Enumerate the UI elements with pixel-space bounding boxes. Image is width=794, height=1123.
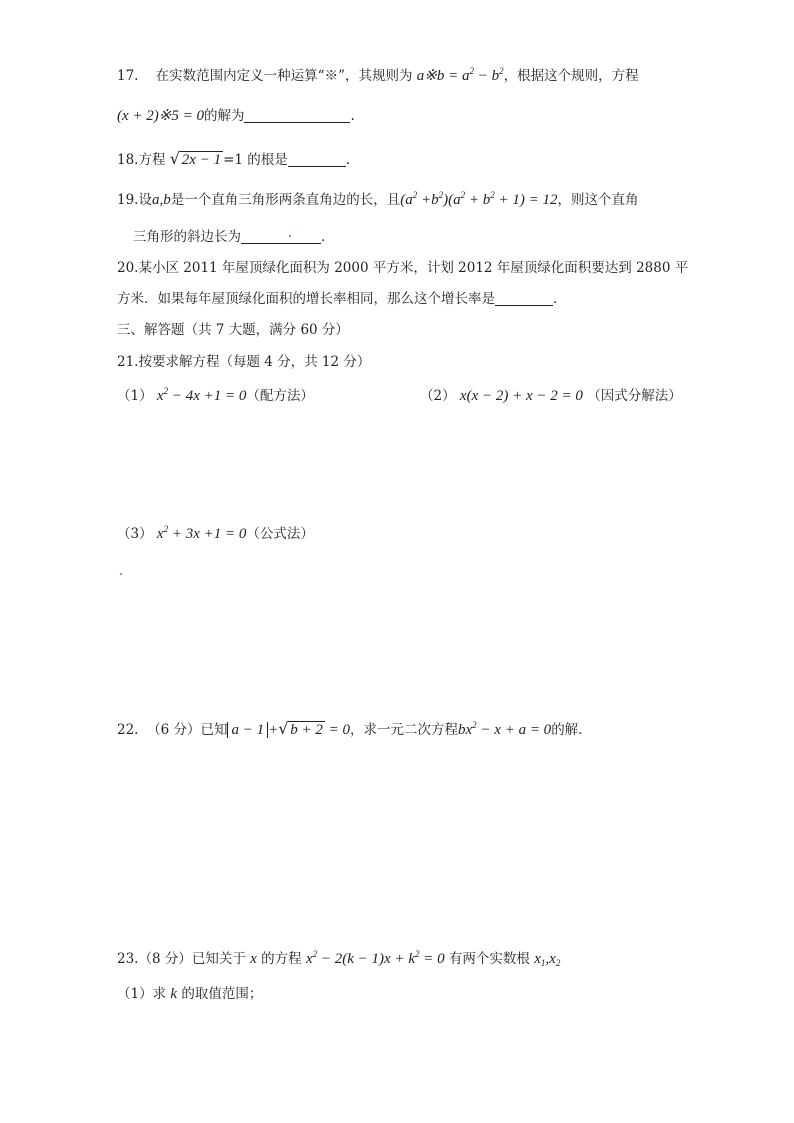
q19-answer-blank[interactable] [241, 229, 321, 244]
q19-line2 [133, 225, 325, 245]
q19-text-d: 三角形的斜边长为 [133, 229, 241, 245]
q23-line [117, 947, 560, 968]
q21-part3 [117, 522, 314, 543]
q17-line2 [117, 104, 355, 125]
q22-score: （6 分）已知 [147, 722, 228, 738]
q18-text-b: =1 的根是 [223, 152, 288, 168]
q22-text-b: ，求一元二次方程 [349, 722, 458, 738]
q21-part3-method: （公式法） [246, 526, 314, 542]
q22-line [117, 718, 582, 739]
q17-line1 [117, 64, 639, 85]
q18-sqrt-expression: √ 2x − 1 [169, 149, 222, 168]
q23-part1 [117, 982, 262, 1003]
q22-condition-formula: a − 1 + √ b + 2 = 0 [227, 722, 350, 738]
q20-end: . [553, 291, 558, 307]
q18-text-a: 方程 [138, 152, 166, 168]
q17-operator-symbol: ※ [324, 68, 339, 84]
q23-number: 23. [117, 951, 139, 967]
q23-part1-label: （1）求 [117, 986, 167, 1002]
q17-end: . [350, 108, 355, 124]
q20-line2 [117, 287, 557, 307]
q17-text-c: ，根据这个规则，方程 [503, 68, 639, 84]
q21-part1-equation: $x^2 - 4x +1 = 0$ [156, 386, 247, 404]
q21-part2-method: （因式分解法） [587, 388, 682, 404]
q23-roots: $x_1,x_2$ [534, 951, 561, 968]
q19-condition-formula: $(a^2 +b^2)(a^2 + b^2 + 1) = 12$ [400, 190, 558, 208]
q18-number: 18. [117, 152, 139, 168]
q17-text-d: 的解为 [203, 108, 245, 124]
q21-part1-method: （配方法） [246, 388, 314, 404]
q21-part2 [420, 384, 682, 405]
q19-text-a: 设 [138, 192, 152, 208]
q19-number: 19. [117, 192, 139, 208]
q21-part3-label: （3） [117, 526, 153, 542]
q18-answer-blank[interactable] [288, 152, 346, 167]
q18-line [117, 148, 350, 169]
q23-variable-k: k [170, 986, 178, 1002]
q17-number: 17. [117, 68, 139, 84]
q22-equation: $bx^2 - x + a = 0$ [457, 720, 552, 738]
q22-number: 22. [117, 722, 139, 738]
q20-line1: 20.某小区 2011 年屋顶绿化面积为 2000 平方米，计划 2012 年屋顶绿化面积要达到 2880 平 [117, 260, 689, 276]
q18-end: . [345, 152, 351, 168]
section-heading: 三、解答题（共 7 大题，满分 60 分） [117, 322, 349, 338]
q19-variables: a,b [151, 192, 171, 208]
q21-part1-label: （1） [117, 388, 153, 404]
q23-score: （8 分）已知关于 [138, 951, 246, 967]
q17-answer-blank[interactable] [244, 108, 350, 123]
q17-equation: (x + 2)※5 = 0 [117, 108, 204, 124]
q20-answer-blank[interactable] [495, 291, 553, 306]
stray-dot-mark [120, 573, 122, 575]
q22-text-c: 的解. [551, 722, 583, 738]
q23-variable-x: x [250, 951, 257, 967]
q17-rule-formula: a※b = $a^2 - b^2$ [416, 66, 504, 84]
q19-end: . [321, 229, 326, 245]
q19-text-c: ，则这个直角 [557, 192, 639, 208]
q23-text-b: 的方程 [261, 951, 302, 967]
q20-text: 方米．如果每年屋顶绿化面积的增长率相同，那么这个增长率是 [117, 291, 495, 307]
q23-text-c: 有两个实数根 [448, 951, 530, 967]
q19-text-b: 是一个直角三角形两条直角边的长，且 [170, 192, 401, 208]
q23-equation: $x^2 - 2(k - 1)x + k^2 = 0$ [305, 949, 445, 967]
q21-part3-equation: $x^2 + 3x +1 = 0$ [156, 524, 247, 542]
q19-line1 [117, 188, 638, 209]
stray-dot-mark [289, 235, 291, 237]
q23-part1-text: 的取值范围； [181, 986, 263, 1002]
q17-text-a: 在实数范围内定义一种运算“ [155, 68, 325, 84]
q21-part1 [117, 384, 314, 405]
q21-title: 21.按要求解方程（每题 4 分，共 12 分） [117, 354, 371, 370]
q21-part2-label: （2） [420, 388, 456, 404]
q17-text-b: ”，其规则为 [338, 68, 413, 84]
q21-part2-equation: x(x − 2) + x − 2 = 0 [459, 388, 583, 404]
